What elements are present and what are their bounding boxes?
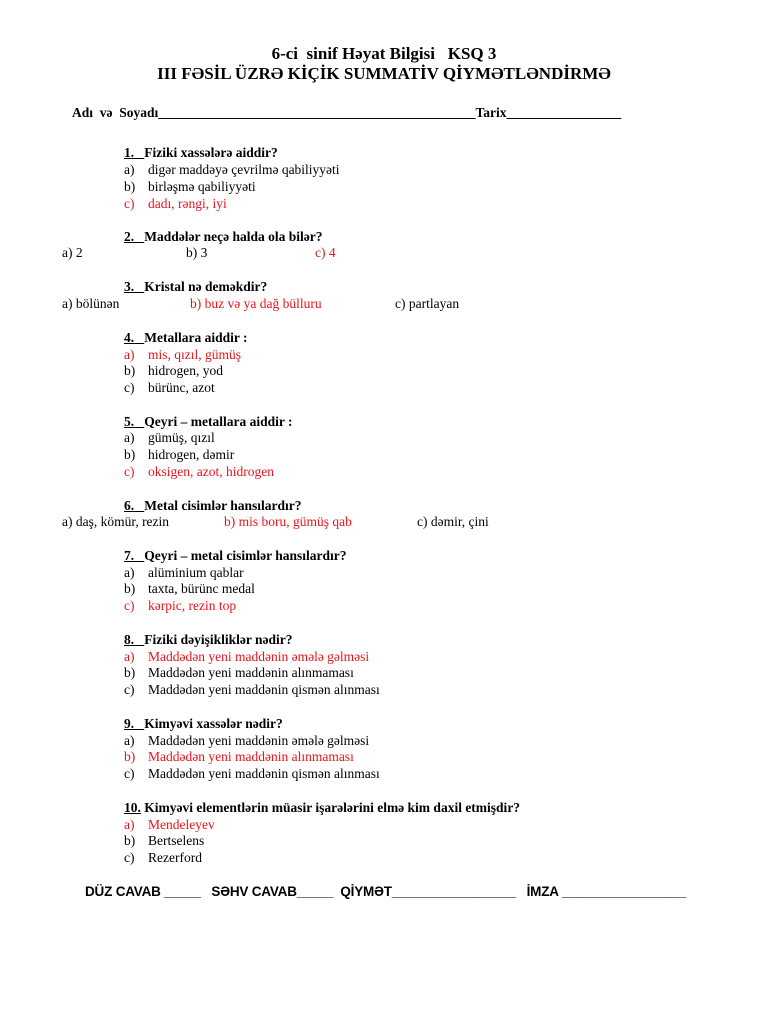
option-label: a): [124, 430, 135, 445]
option-a-correct: [124, 347, 241, 363]
option-c: c) partlayan: [395, 296, 460, 311]
question-number: 7.: [124, 548, 135, 563]
option-text: alüminium qablar: [148, 565, 244, 580]
option-text: Maddədən yeni maddənin alınmaması: [148, 749, 354, 764]
name-date-line: Adı və Soyadı_______________________________________________Tarix_________________: [72, 105, 622, 120]
option-c: c) dəmir, çini: [417, 514, 489, 529]
option-text: Mendeleyev: [148, 817, 215, 832]
option-c: [124, 766, 380, 782]
option-label: c): [124, 598, 135, 613]
grading-footer: DÜZ CAVAB _____ SƏHV CAVAB_____ QİYMƏT_________________ İMZA _________________: [85, 884, 687, 899]
option-a-correct: [124, 649, 369, 665]
option-text: mis, qızıl, gümüş: [148, 347, 242, 362]
option-b: [124, 581, 255, 597]
option-a-correct: [124, 817, 215, 833]
option-label: c): [124, 196, 135, 211]
question-6: [124, 498, 301, 514]
option-text: gümüş, qızıl: [148, 430, 215, 445]
option-c-correct: [124, 464, 274, 480]
option-a: [124, 162, 340, 178]
option-text: dadı, rəngi, iyi: [148, 196, 227, 211]
question-text: Maddələr neçə halda ola bilər?: [144, 229, 323, 244]
option-text: hidrogen, dəmir: [148, 447, 235, 462]
question-number: 1.: [124, 145, 135, 160]
question-number: 8.: [124, 632, 135, 647]
option-text: taxta, bürünc medal: [148, 581, 255, 596]
option-text: birləşmə qabiliyyəti: [148, 179, 256, 194]
question-8: [124, 632, 293, 648]
option-label: c): [124, 464, 135, 479]
question-text: Qeyri – metal cisimlər hansılardır?: [144, 548, 347, 563]
option-b: [124, 447, 234, 463]
option-b-correct: [124, 749, 354, 765]
option-label: a): [124, 162, 135, 177]
question-number: 4.: [124, 330, 135, 345]
question-text: Fiziki dəyişikliklər nədir?: [144, 632, 293, 647]
option-label: c): [124, 766, 135, 781]
option-text: Maddədən yeni maddənin əmələ gəlməsi: [148, 733, 370, 748]
option-label: b): [124, 581, 136, 596]
question-text: Qeyri – metallara aiddir :: [144, 414, 293, 429]
option-a: [124, 733, 369, 749]
option-label: c): [124, 682, 135, 697]
option-label: b): [124, 363, 136, 378]
option-c-correct: [124, 196, 227, 212]
question-2: [124, 229, 323, 245]
option-text: Bertselens: [148, 833, 205, 848]
question-text: Kimyəvi xassələr nədir?: [144, 716, 283, 731]
option-text: Maddədən yeni maddənin qismən alınması: [148, 682, 380, 697]
option-c-correct: c) 4: [315, 245, 336, 260]
option-label: c): [124, 850, 135, 865]
question-number: 3.: [124, 279, 135, 294]
question-number: 5.: [124, 414, 135, 429]
option-label: a): [124, 649, 135, 664]
question-5: [124, 414, 292, 430]
question-7: [124, 548, 346, 564]
option-label: b): [124, 665, 136, 680]
option-c: [124, 380, 215, 396]
document-title: 6-ci sinif Həyat Bilgisi KSQ 3: [271, 44, 497, 63]
option-b: [124, 665, 354, 681]
option-b: [124, 363, 223, 379]
option-c: [124, 682, 380, 698]
option-label: c): [124, 380, 135, 395]
option-a: a) 2: [62, 245, 83, 260]
question-9: [124, 716, 283, 732]
option-label: a): [124, 733, 135, 748]
option-label: b): [124, 447, 136, 462]
option-text: bürünc, azot: [148, 380, 215, 395]
question-text: Metal cisimlər hansılardır?: [144, 498, 302, 513]
option-text: Rezerford: [148, 850, 202, 865]
option-c-correct: [124, 598, 236, 614]
option-a: [124, 430, 215, 446]
option-label: a): [124, 565, 135, 580]
option-a: a) bölünən: [62, 296, 120, 311]
question-number: 6.: [124, 498, 135, 513]
option-b-correct: b) mis boru, gümüş qab: [224, 514, 352, 529]
option-label: b): [124, 833, 136, 848]
question-1: [124, 145, 278, 161]
option-text: Maddədən yeni maddənin əmələ gəlməsi: [148, 649, 370, 664]
question-text: Metallara aiddir :: [144, 330, 248, 345]
option-text: Maddədən yeni maddənin alınmaması: [148, 665, 354, 680]
question-3: [124, 279, 267, 295]
option-text: hidrogen, yod: [148, 363, 223, 378]
option-text: digər maddəyə çevrilmə qabiliyyəti: [148, 162, 340, 177]
document-subtitle: III FƏSİL ÜZRƏ KİÇİK SUMMATİV QİYMƏTLƏNDİRMƏ: [157, 64, 611, 83]
question-number: 10.: [124, 800, 141, 815]
option-a: a) daş, kömür, rezin: [62, 514, 170, 529]
option-text: Maddədən yeni maddənin qismən alınması: [148, 766, 380, 781]
question-10: [124, 800, 520, 816]
option-label: a): [124, 817, 135, 832]
option-b: [124, 179, 256, 195]
question-4: [124, 330, 247, 346]
option-b: b) 3: [186, 245, 208, 260]
option-a: [124, 565, 244, 581]
question-text: Kristal nə deməkdir?: [144, 279, 268, 294]
option-label: b): [124, 749, 136, 764]
question-text: Fiziki xassələrə aiddir?: [144, 145, 278, 160]
question-text: Kimyəvi elementlərin müasir işarələrini elmə kim daxil etmişdir?: [144, 800, 521, 815]
option-label: a): [124, 347, 135, 362]
question-number: 2.: [124, 229, 135, 244]
option-text: oksigen, azot, hidrogen: [148, 464, 274, 479]
option-label: b): [124, 179, 136, 194]
option-b-correct: b) buz və ya dağ bülluru: [190, 296, 322, 311]
option-text: kərpic, rezin top: [148, 598, 237, 613]
option-b: [124, 833, 204, 849]
option-c: [124, 850, 202, 866]
question-number: 9.: [124, 716, 135, 731]
